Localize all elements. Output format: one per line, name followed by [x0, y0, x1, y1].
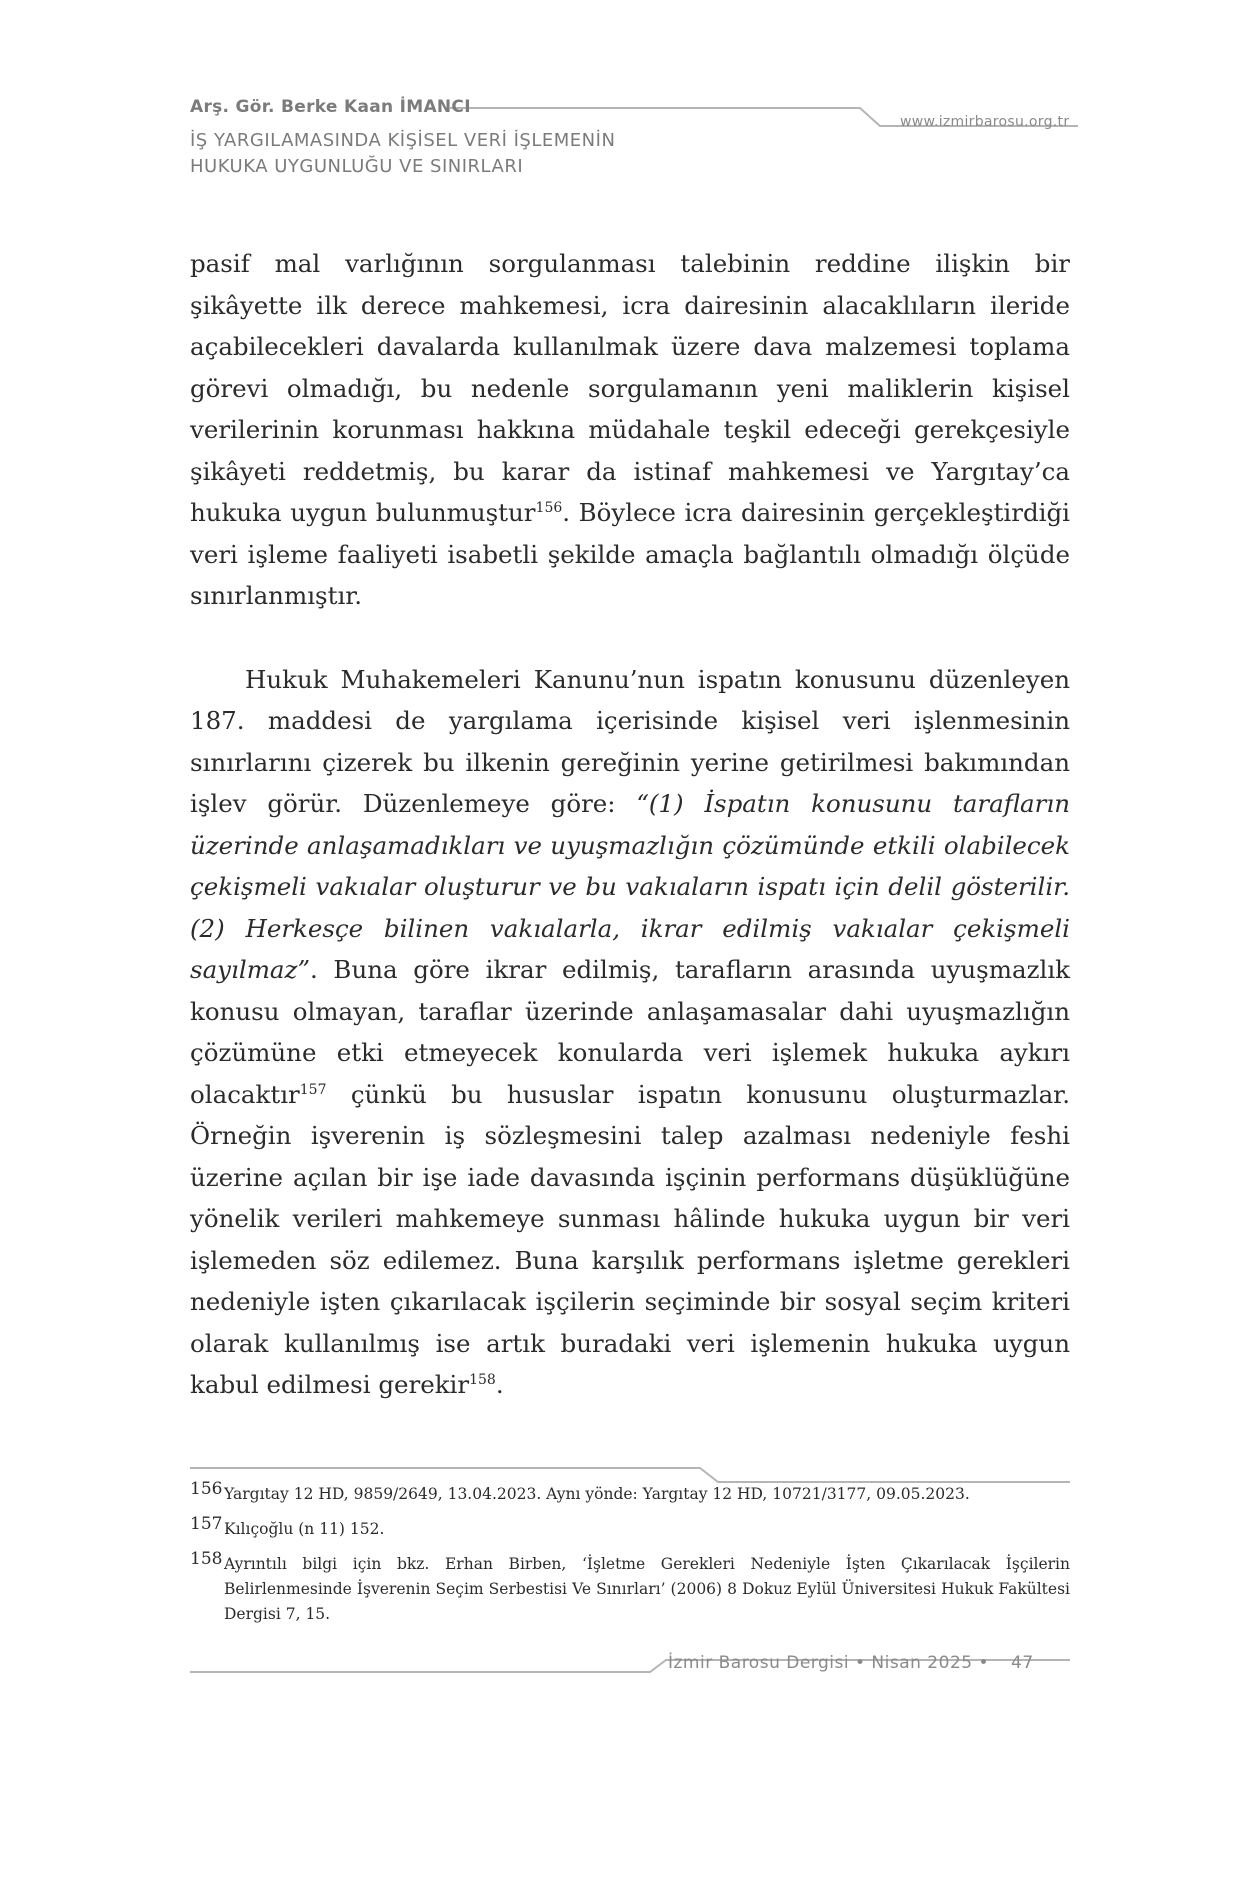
header-article-title: [190, 128, 615, 180]
page-number: 47: [1011, 1653, 1034, 1673]
footnote-ref-157[interactable]: 157: [299, 1081, 327, 1098]
statute-quote: “(1) İspatın konusunu tarafların üzerinde anlaşamadıkları ve uyuşmazlığın çözümünde etkili olabilecek çekişmeli vakıalar oluşturur ve bu vakıaların ispatı için delil gösterilir. (2) Herkesçe bilinen vakıalarla, ikrar edilmiş vakıalar çekişmeli sayılmaz”: [190, 789, 1070, 984]
header-website: www.izmirbarosu.org.tr: [900, 114, 1070, 130]
paragraph-2-end: .: [495, 1370, 504, 1399]
paragraph-2-text: Hukuk Muhakemeleri Kanunu’nun ispatın konusunu düzenleyen 187. maddesi de yargılama içerisinde kişisel veri işlenmesinin sınırlarını çizerek bu ilkenin gereğinin yerine getirilmesi bakımından işlev görür. Düzenlemeye göre:: [190, 664, 1070, 818]
footnote-158: [190, 1549, 1070, 1627]
footnotes: [190, 1479, 1070, 1637]
paragraph-1-text: pasif mal varlığının sorgulanması talebinin reddine ilişkin bir şikâyette ilk derece mahkemesi, icra dairesinin alacaklıların ileride açabilecekleri davalarda kullanılmak üzere dava malzemesi toplama görevi olmadığı, bu nedenle sorgulamanın yeni maliklerin kişisel verilerinin korunması hakkına müdahale teşkil edeceği gerekçesiyle şikâyeti reddetmiş, bu karar da istinaf mahkemesi ve Yargıtay’ca hukuka uygun bulunmuştur: [190, 249, 1070, 527]
header-rule: [0, 0, 1260, 200]
footnote-text: Ayrıntılı bilgi için bkz. Erhan Birben, ‘İşletme Gerekleri Nedeniyle İşten Çıkarılacak İşçilerin Belirlenmesinde İşverenin Seçim Serbestisi Ve Sınırları’ (2006) 8 Dokuz Eylül Üniversitesi Hukuk Fakültesi Dergisi 7, 15.: [224, 1555, 1070, 1623]
page-footer: [668, 1653, 1034, 1673]
paragraph-1-text-cont: . Böylece icra dairesinin gerçekleştirdiği veri işleme faaliyeti isabetli şekilde amaçla bağlantılı olmadığı ölçüde sınırlanmıştır.: [190, 498, 1071, 610]
footnote-157: [190, 1514, 1070, 1542]
footnote-number: 158: [190, 1549, 223, 1569]
footnote-text: Yargıtay 12 HD, 9859/2649, 13.04.2023. Aynı yönde: Yargıtay 12 HD, 10721/3177, 09.05.2023.: [224, 1485, 970, 1503]
footer-journal: İzmir Barosu Dergisi • Nisan 2025 •: [668, 1653, 990, 1673]
header-author: Arş. Gör. Berke Kaan İMANCI: [190, 97, 471, 117]
paragraph-2: [190, 659, 1070, 1406]
paragraph-2-text-cont: . Buna göre ikrar edilmiş, tarafların arasında uyuşmazlık konusu olmayan, taraflar üzerinde anlaşamasalar dahi uyuşmazlığın çözümüne etki etmeyecek konularda veri işlemek hukuka aykırı olacaktır: [190, 955, 1070, 1109]
paragraph-2-text-cont-2: çünkü bu hususlar ispatın konusunu oluşturmazlar. Örneğin işverenin iş sözleşmesini talep azalması nedeniyle feshi üzerine açılan bir işe iade davasında işçinin performans düşüklüğüne yönelik verileri mahkemeye sunması hâlinde hukuka uygun bir veri işlemeden söz edilemez. Buna karşılık performans işletme gerekleri nedeniyle işten çıkarılacak işçilerin seçiminde bir sosyal seçim kriteri olarak kullanılmış ise artık buradaki veri işlemenin hukuka uygun kabul edilmesi gerekir: [190, 1079, 1070, 1399]
footnote-text: Kılıçoğlu (n 11) 152.: [224, 1520, 385, 1538]
paragraph-1: [190, 243, 1070, 617]
main-body-text: [190, 243, 1070, 1406]
footnote-number: 156: [190, 1479, 223, 1499]
header-title-line-2: HUKUKA UYGUNLUĞU VE SINIRLARI: [190, 156, 524, 177]
footnote-number: 157: [190, 1514, 223, 1534]
footnote-ref-156[interactable]: 156: [535, 499, 563, 516]
footnote-156: [190, 1479, 1070, 1507]
footnote-ref-158[interactable]: 158: [469, 1371, 496, 1388]
header-title-line-1: İŞ YARGILAMASINDA KİŞİSEL VERİ İŞLEMENİN: [190, 130, 616, 151]
